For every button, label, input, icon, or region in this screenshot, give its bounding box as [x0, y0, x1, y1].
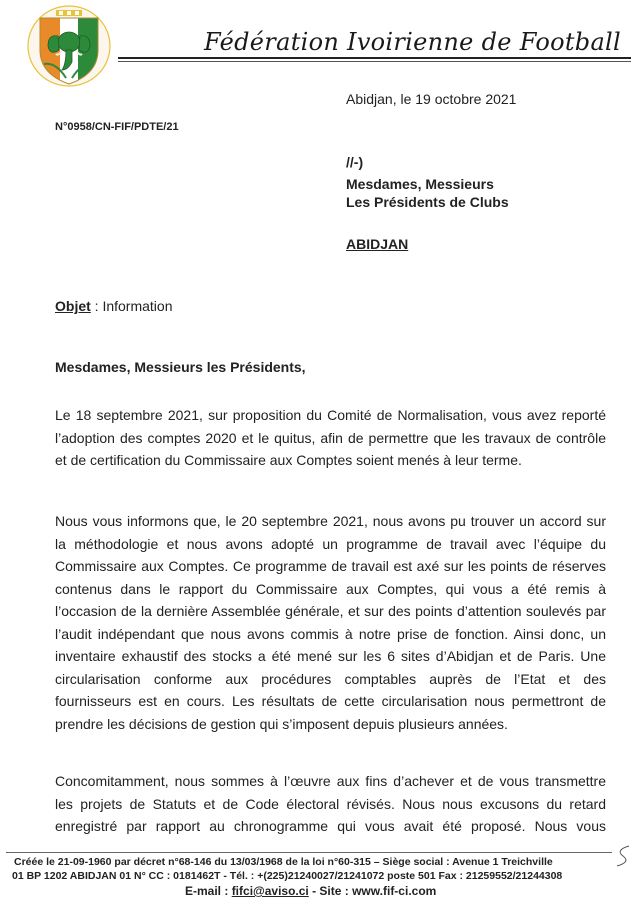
salutation: Mesdames, Messieurs les Présidents,: [55, 359, 306, 375]
recipient-line-3: Les Présidents de Clubs: [346, 194, 509, 210]
signature-scrawl-icon: [611, 842, 631, 868]
paragraph-line: l’adoption des comptes 2020 et le quitus, afin de permettre que les travaux de contrôle: [55, 429, 606, 446]
reference-number: N°0958/CN-FIF/PDTE/21: [55, 121, 179, 133]
recipient-city: ABIDJAN: [346, 236, 409, 252]
paragraph-line: enregistré par rapport au chronogramme qui vous avait été proposé. Nous vous: [55, 818, 606, 834]
footer-contact: [185, 884, 436, 898]
paragraph-line: l’occasion de la dernière Assemblée générale, et sur des points d’attention soulevés par: [55, 603, 606, 619]
paragraph-line: contenus dans le rapport du Commissaire aux Comptes, qui vous a été remis à: [55, 580, 606, 597]
paragraph-line: Nous vous informons que, le 20 septembre 2021, nous avons pu trouver un accord sur: [55, 513, 606, 529]
paragraph-line: et de certification du Commissaire aux Comptes soient menés à leur terme.: [55, 452, 522, 468]
place-date: Abidjan, le 19 octobre 2021: [346, 91, 517, 107]
subject-text: : Information: [90, 298, 173, 314]
paragraph-line: la méthodologie et nous avons adopté un programme de travail avec l’équipe du: [55, 535, 606, 552]
header-rule: [118, 57, 631, 59]
paragraph-1: [55, 404, 606, 472]
paragraph-2: [55, 510, 606, 735]
paragraph-3: [55, 770, 606, 838]
paragraph-line: Concomitamment, nous sommes à l’œuvre aux fins d’achever et de vous transmettre: [55, 773, 606, 789]
email-link[interactable]: fifci@aviso.ci: [231, 884, 309, 898]
footer-line-1: Créée le 21-09-1960 par décret n°68-146 du 13/03/1968 de la loi n°60-315 – Siège social : Avenue 1 Treichville: [14, 856, 553, 868]
paragraph-line: inventaire exhaustif des stocks a été mené sur les 6 sites d’Abidjan et de Paris. Une: [55, 648, 606, 664]
site-label: - Site :: [308, 884, 353, 898]
header-rule-thin: [118, 61, 631, 62]
paragraph-line: fournisseurs est en cours. Les résultats de cette circularisation nous permettront de: [55, 693, 606, 709]
footer-line-2: 01 BP 1202 ABIDJAN 01 N° CC : 0181462T - Tél. : +(225)21240027/21241072 poste 501 Fax : 21259552/21244308: [12, 870, 563, 882]
federation-title: Fédération Ivoirienne de Football: [204, 28, 622, 56]
recipient-line-1: //-): [346, 154, 364, 170]
subject-line: [55, 298, 172, 314]
paragraph-line: l’audit indépendant que nous avons commis à notre prise de fonction. Ainsi donc, un: [55, 625, 606, 642]
paragraph-line: Commissaire aux Comptes. Ce programme de travail est axé sur les points de réserves: [55, 558, 606, 574]
paragraph-line: circularisation conforme aux procédures comptables auprès de l’Etat et des: [55, 670, 606, 687]
site-link[interactable]: www.fif-ci.com: [352, 884, 437, 898]
recipient-line-2: Mesdames, Messieurs: [346, 176, 494, 192]
fif-elephant-crest-icon: [26, 4, 112, 88]
footer-rule: [6, 852, 612, 853]
email-label: E-mail :: [185, 884, 232, 898]
paragraph-line: Le 18 septembre 2021, sur proposition du Comité de Normalisation, vous avez reporté: [55, 407, 606, 423]
subject-label: Objet: [55, 298, 91, 314]
paragraph-line: les projets de Statuts et de Code électoral révisés. Nous nous excusons du retard: [55, 795, 606, 812]
paragraph-line: prendre les décisions de gestion qui s’imposent depuis plusieurs années.: [55, 715, 508, 732]
